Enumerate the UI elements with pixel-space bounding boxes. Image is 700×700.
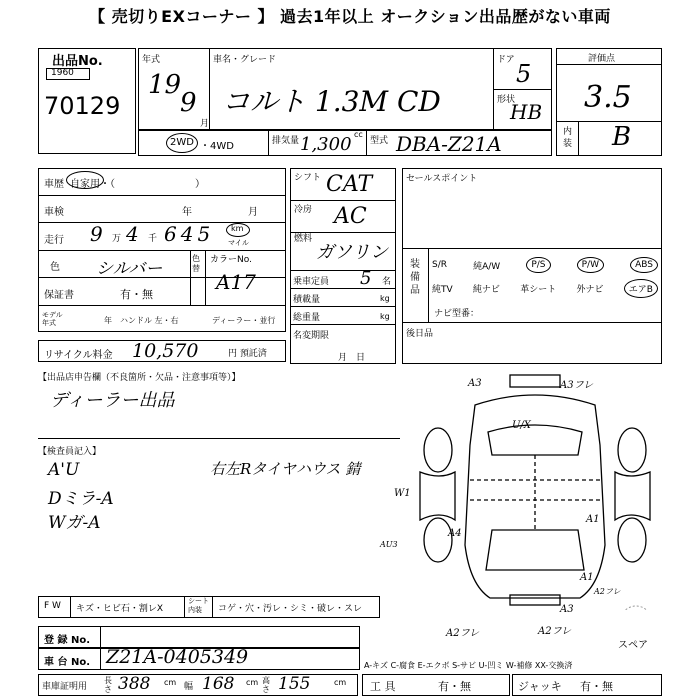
r-r2 — [402, 322, 662, 323]
diagram-mark-11: A3 — [560, 604, 574, 615]
deadline-unit: 月 日 — [338, 353, 366, 363]
score-value: 3.5 — [584, 80, 632, 115]
load-label: 積載量 — [293, 295, 321, 305]
spare-tire-icon — [620, 606, 652, 610]
m-r1 — [290, 200, 396, 201]
lot-number: 70129 — [44, 92, 121, 120]
l-c1 — [190, 250, 191, 305]
car-diagram — [400, 370, 670, 610]
drive-4wd: ・4WD — [200, 141, 234, 152]
mileage-label: 走行 — [44, 235, 64, 246]
equip-abs: ABS — [630, 257, 658, 273]
diagram-mark-8: A1 — [580, 572, 594, 583]
score-label: 評価点 — [588, 54, 616, 64]
mileage-thousand: 4 — [126, 222, 139, 246]
shift-value: CAT — [326, 172, 373, 197]
seat-label: シート内装 — [188, 597, 209, 614]
equip-navi: 純ナビ — [472, 284, 500, 295]
inspection-label: 車検 — [44, 207, 64, 218]
sales-label: セールスポイント — [406, 174, 478, 184]
gross-unit: kg — [380, 312, 390, 321]
model-label: 型式 — [370, 136, 389, 146]
wid-unit: cm — [246, 678, 259, 687]
model-year-unit: 年 — [104, 316, 112, 325]
mileage-unit-mile: マイル — [228, 239, 249, 247]
inspector-line3: Wガ-A — [48, 513, 101, 533]
shape-label: 形状 — [497, 95, 516, 105]
hei-label: 高さ — [262, 676, 270, 694]
len-unit: cm — [164, 678, 177, 687]
equip-label: 装備品 — [410, 259, 420, 296]
l-c2 — [205, 250, 206, 305]
gross-label: 総重量 — [293, 313, 321, 323]
capacity-unit: 名 — [382, 277, 392, 287]
m-r5 — [290, 306, 396, 307]
later-label: 後日品 — [406, 329, 434, 339]
header-div1 — [209, 48, 210, 130]
diagram-mark-5: W1 — [394, 488, 411, 499]
jack-label: ジャッキ — [518, 680, 562, 693]
score-div1 — [556, 64, 662, 65]
r-c1 — [428, 248, 429, 322]
m-r2 — [290, 232, 396, 233]
color-change-label: 色替 — [192, 254, 200, 273]
hei-unit: cm — [334, 678, 347, 687]
remarks-divider — [38, 438, 400, 439]
score-div3 — [578, 121, 579, 156]
inspector-line1: A'U — [48, 460, 80, 480]
recycle-label: リサイクル料金 — [44, 350, 113, 361]
diagram-mark-2: A3フレ — [560, 380, 594, 391]
deadline-label: 名変期限 — [293, 331, 330, 341]
recycle-value: 10,570 — [132, 340, 199, 362]
cooling-label: 冷房 — [294, 205, 313, 215]
displacement-unit: cc — [354, 130, 363, 139]
warranty-label: 保証書 — [44, 290, 74, 301]
equip-tv: 純TV — [432, 284, 453, 295]
displacement-label: 排気量 — [272, 136, 300, 146]
score-div2 — [556, 121, 662, 122]
chassis-label: 車 台 No. — [44, 657, 91, 668]
l-r5 — [38, 305, 286, 306]
name-label: 車名・グレード — [213, 55, 277, 65]
jack-value: 有・無 — [580, 680, 613, 693]
inspection-year: 年 — [182, 207, 192, 218]
cooling-value: AC — [334, 204, 367, 229]
color-no-value: A17 — [216, 270, 256, 294]
year-value: 19 — [148, 70, 182, 100]
mileage-unit-km: km — [231, 224, 244, 233]
inspection-month: 月 — [248, 207, 258, 218]
mileage-thousand-unit: 千 — [148, 234, 158, 244]
handle-label: ハンドル 左・右 — [120, 316, 179, 325]
equip-grid — [432, 254, 658, 300]
mileage-man: 9 — [90, 222, 103, 246]
diagram-mark-4: A1 — [586, 514, 600, 525]
equip-leather: 革シート — [520, 284, 557, 295]
doors-label: ドア — [497, 55, 515, 65]
equip-pw: P/W — [577, 257, 604, 273]
month-unit: 月 — [200, 119, 210, 129]
month-value: 9 — [180, 88, 197, 118]
navi-label: ナビ型番： — [434, 309, 480, 319]
spare-label: スペア — [618, 640, 648, 651]
inspector-label: 【検査員記入】 — [38, 447, 102, 457]
diagram-mark-12: A2フレ — [594, 587, 621, 596]
tools-value: 有・無 — [438, 680, 471, 693]
fw-div2 — [184, 596, 185, 618]
m-r3 — [290, 270, 396, 271]
wid-label: 幅 — [184, 682, 194, 692]
history-value: 自家用・（ ） — [70, 179, 205, 190]
lot-label: 出品No. — [52, 54, 103, 69]
model-year-label: モデル年式 — [42, 311, 63, 327]
diagram-mark-3: U/X — [512, 420, 531, 431]
fuel-label: 燃料 — [294, 234, 313, 244]
seat-value: コゲ・穴・汚レ・シミ・破レ・スレ — [218, 604, 363, 614]
equip-extnavi: 外ナビ — [576, 284, 604, 295]
len-value: 388 — [118, 674, 151, 694]
name-value: コルト 1.3M CD — [222, 85, 441, 118]
l-r3 — [38, 250, 286, 251]
model-value: DBA-Z21A — [396, 132, 502, 156]
interior-label: 内装 — [563, 127, 573, 149]
equip-ps: P/S — [526, 257, 550, 273]
capacity-label: 乗車定員 — [293, 277, 330, 287]
color-value: シルバー — [96, 259, 163, 279]
diagram-mark-1: A3 — [468, 378, 482, 389]
r-r1 — [402, 248, 662, 249]
load-unit: kg — [380, 294, 390, 303]
shift-label: シフト — [294, 173, 322, 183]
l-r1 — [38, 195, 286, 196]
chassis-value: Z21A-0405349 — [106, 646, 249, 668]
diagram-mark-6: AU3 — [380, 540, 398, 549]
wid-value: 168 — [202, 674, 235, 694]
l-r2 — [38, 222, 286, 223]
len-label: 長さ — [104, 676, 112, 694]
equip-airbag: エアB — [624, 279, 658, 298]
fw-value: キズ・ヒビ石・割レX — [76, 604, 163, 614]
m-r6 — [290, 324, 396, 325]
fw-div1 — [70, 596, 71, 618]
color-no-label: カラーNo. — [210, 255, 252, 265]
header-div3 — [493, 89, 552, 90]
recycle-unit: 円 預託済 — [228, 349, 267, 359]
banner-title: 【 売切りEXコーナー 】 過去1年以上 オークション出品歴がない車両 — [89, 7, 611, 26]
equip-aw: 純A/W — [473, 261, 501, 272]
displacement-value: 1,300 — [300, 134, 352, 155]
history-label: 車歴 — [44, 179, 64, 190]
diagram-mark-9: A2フレ — [446, 628, 480, 639]
mileage-man-unit: 万 — [112, 234, 122, 244]
fw-label: F W — [44, 601, 61, 611]
warranty-value: 有・無 — [120, 288, 153, 301]
spec-div1 — [268, 130, 269, 156]
interior-value: B — [612, 122, 632, 152]
capacity-value: 5 — [360, 268, 372, 289]
m-r4 — [290, 288, 396, 289]
hei-value: 155 — [278, 674, 311, 694]
lot-sub: 1960 — [51, 68, 74, 78]
doors-value: 5 — [516, 60, 532, 88]
year-label: 年式 — [142, 55, 161, 65]
dealer-label: ディーラー・並行 — [212, 316, 276, 325]
shape-value: HB — [510, 100, 543, 124]
equip-sr: S/R — [432, 260, 447, 270]
remarks-text: ディーラー出品 — [50, 390, 175, 411]
spec-div2 — [366, 130, 367, 156]
drive-2wd: 2WD — [170, 137, 194, 148]
diagram-mark-10: A2フレ — [538, 626, 572, 637]
reg-label: 登 録 No. — [44, 635, 91, 646]
remarks-label: 【出品店申告欄（不良箇所・欠品・注意事項等）】 — [38, 373, 241, 383]
mileage-rest: 645 — [164, 222, 215, 246]
cert-label: 車庫証明用 — [42, 682, 88, 692]
legend: A-キズ C-腐食 E-エクボ S-サビ U-凹ミ W-補修 XX-交換済 — [364, 661, 573, 670]
inspector-line2: Dミラ-A — [48, 489, 114, 509]
tools-label: 工 具 — [370, 680, 396, 693]
fuel-value: ガソリン — [316, 242, 388, 263]
inspector-note: 右左Rタイヤハウス 錆 — [210, 460, 361, 478]
fw-div3 — [212, 596, 213, 618]
diagram-mark-7: A4 — [448, 528, 462, 539]
color-label: 色 — [50, 262, 60, 273]
